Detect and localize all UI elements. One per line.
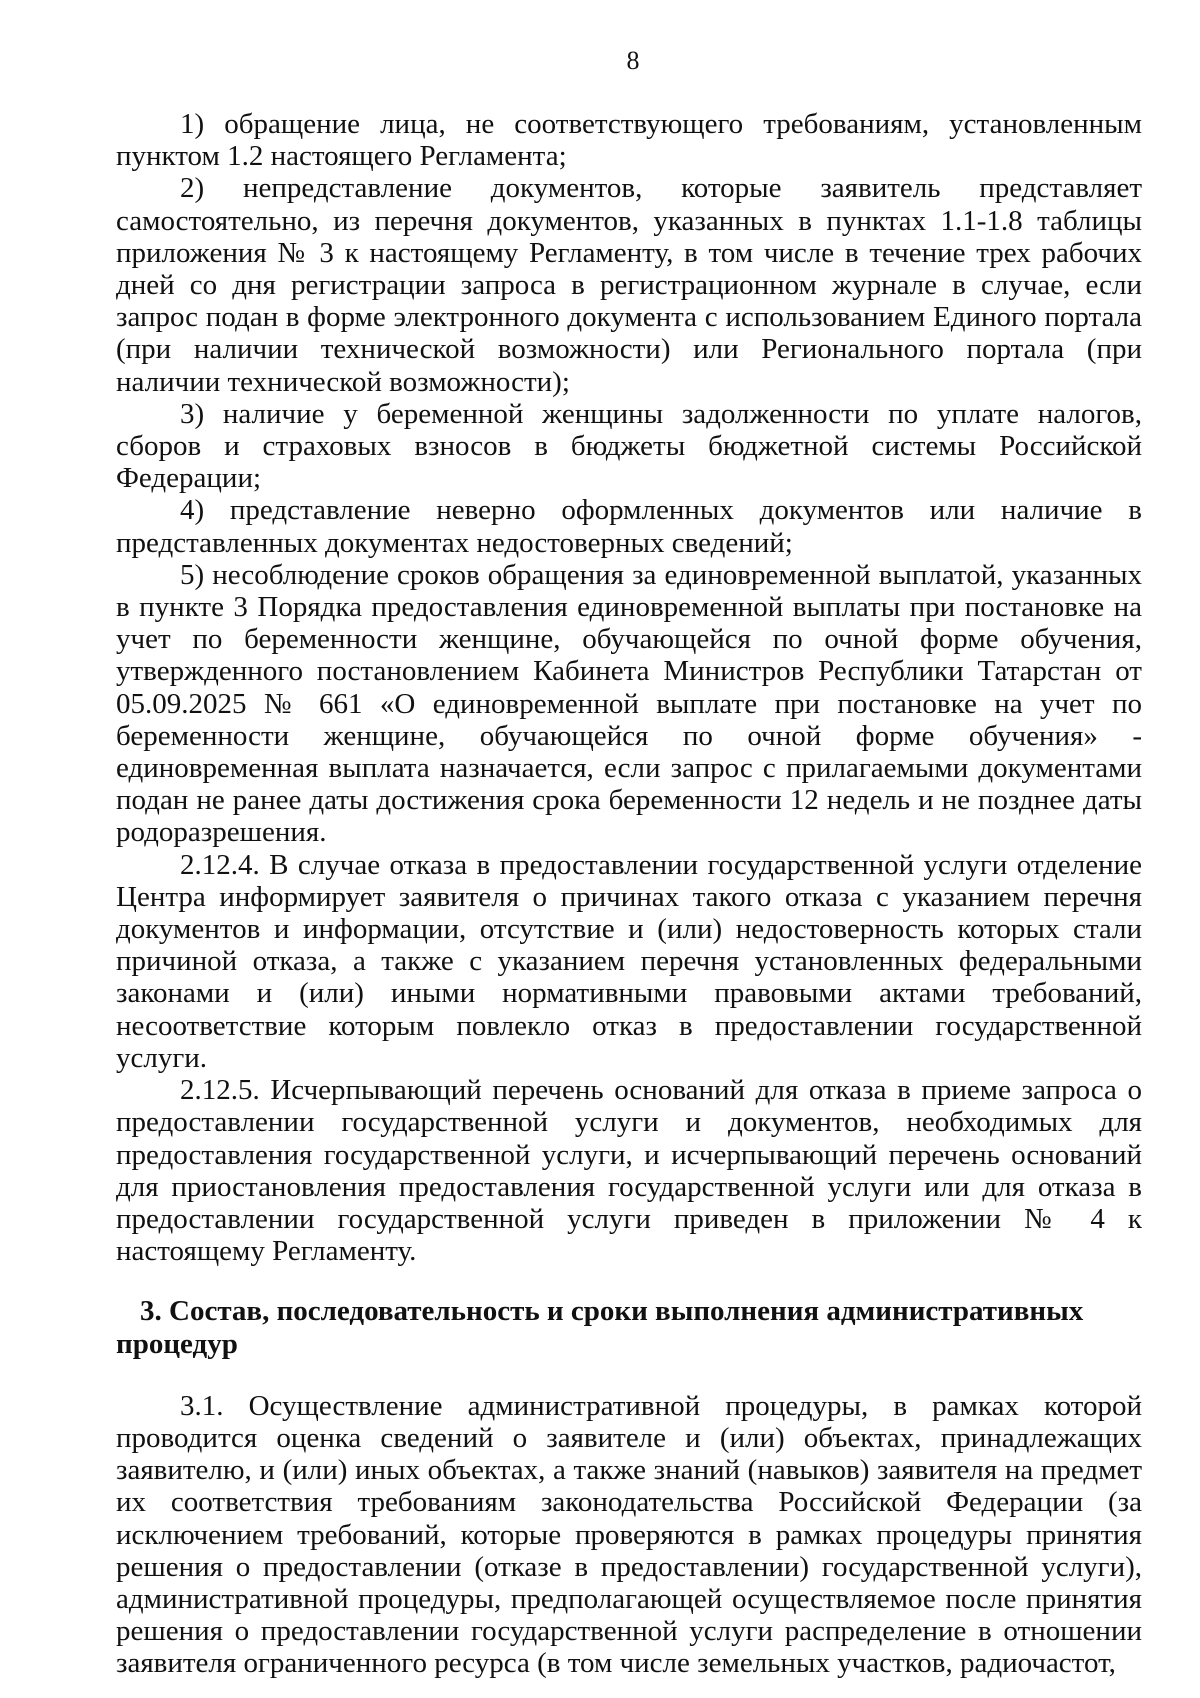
paragraph-item-2: 2) непредставление документов, которые заявитель представляет самостоятельно, из перечня документов, указанных в пунктах 1.1-1.8 таблицы приложения № 3 к настоящему Регламенту, в том числе в течение трех рабочих дней со дня регистрации запроса в регистрационном журнале в случае, если запрос подан в форме электронного документа с использованием Единого портала (при наличии технической возможности) или Регионального портала (при наличии технической возможности); [116, 172, 1142, 398]
paragraph-item-4: 4) представление неверно оформленных документов или наличие в представленных документах недостоверных сведений; [116, 494, 1142, 559]
section-heading: 3. Состав, последовательность и сроки выполнения административных процедур [116, 1295, 1084, 1360]
document-body [116, 108, 1142, 1680]
paragraph-item-5: 5) несоблюдение сроков обращения за единовременной выплатой, указанных в пункте 3 Порядка предоставления единовременной выплаты при постановке на учет по беременности женщине, обучающейся по очной форме обучения, утвержденного постановлением Кабинета Министров Республики Татарстан от 05.09.2025 № 661 «О единовременной выплате при постановке на учет по беременности женщине, обучающейся по очной форме обучения» - единовременная выплата назначается, если запрос с прилагаемыми документами подан не ранее даты достижения срока беременности 12 недель и не позднее даты родоразрешения. [116, 558, 1142, 849]
paragraph-item-1: 1) обращение лица, не соответствующего требованиям, установленным пунктом 1.2 настоящего Регламента; [116, 108, 1142, 173]
paragraph-2-12-4: 2.12.4. В случае отказа в предоставлении государственной услуги отделение Центра информирует заявителя о причинах такого отказа с указанием перечня документов и информации, отсутствие и (или) недостоверность которых стали причиной отказа, а также с указанием перечня установленных федеральными законами и (или) иными нормативными правовыми актами требований, несоответствие которым повлекло отказ в предоставлении государственной услуги. [116, 848, 1142, 1074]
paragraph-2-12-5: 2.12.5. Исчерпывающий перечень оснований для отказа в приеме запроса о предоставлении государственной услуги и документов, необходимых для предоставления государственной услуги, и исчерпывающий перечень оснований для приостановления предоставления государственной услуги или для отказа в предоставлении государственной услуги приведен в приложении № 4 к настоящему Регламенту. [116, 1074, 1142, 1268]
paragraph-item-3: 3) наличие у беременной женщины задолженности по уплате налогов, сборов и страховых взносов в бюджеты бюджетной системы Российской Федерации; [116, 397, 1142, 495]
paragraph-3-1: 3.1. Осуществление административной процедуры, в рамках которой проводится оценка сведений о заявителе и (или) объектах, принадлежащих заявителю, и (или) иных объектах, а также знаний (навыков) заявителя на предмет их соответствия требованиям законодательства Российской Федерации (за исключением требований, которые проверяются в рамках процедуры принятия решения о предоставлении (отказе в предоставлении) государственной услуги), административной процедуры, предполагающей осуществляемое после принятия решения о предоставлении государственной услуги распределение в отношении заявителя ограниченного ресурса (в том числе земельных участков, радиочастот, [116, 1389, 1142, 1680]
page-number: 8 [626, 46, 640, 75]
